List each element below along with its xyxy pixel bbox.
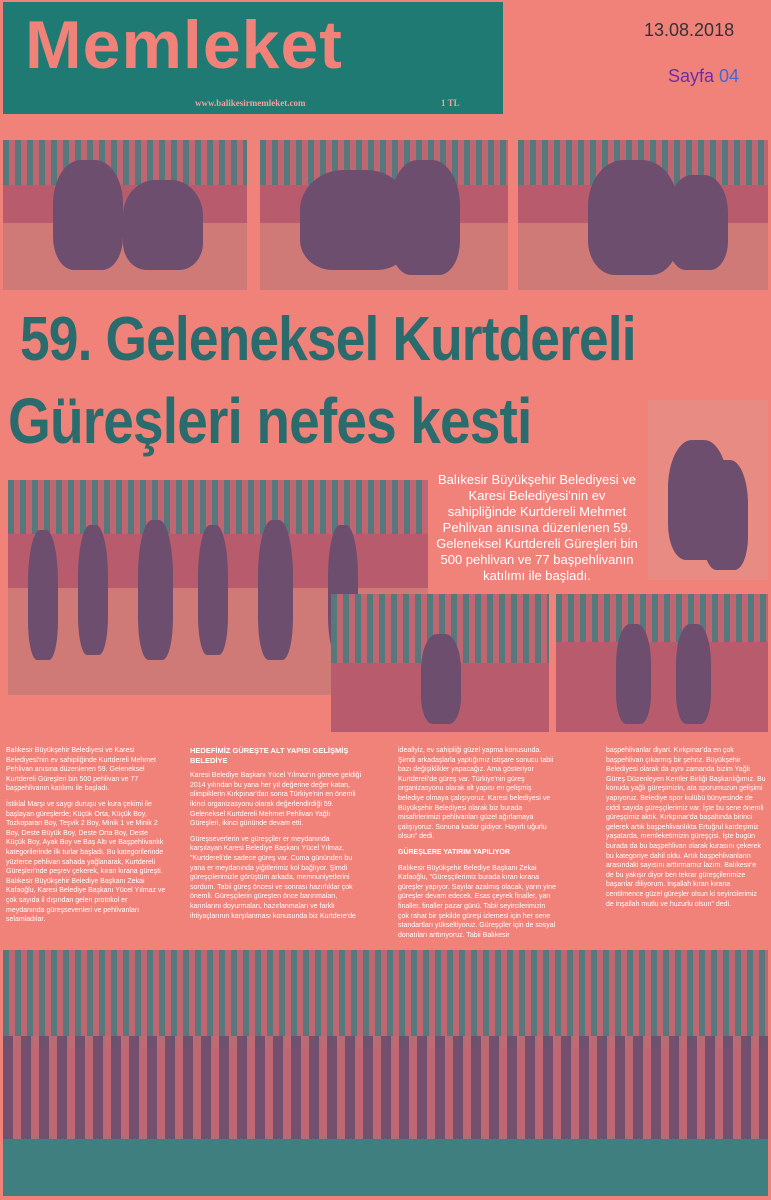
price: 1 TL [441, 98, 460, 108]
article-column-1: Balıkesir Büyükşehir Belediyesi ve Karesi Belediyesi'nin ev sahipliğinde Kurtdereli Mehmet Pehlivan anısına düzenlenen 59. Geleneksel Kurtdereli Güreşleri bin 500 pehlivan ve 77 başpehlivanın katılımı ile başladı. İstiklal Marşı ve saygı duruşu ve kura çekimi ile başlayan güreşlerde; Küçük Orta, Küçük Boy, Tozkoparan Boy, Teşvik 2 Boy, Minik 1 ve Minik 2 Boy, Deste Büyük Boy, Deste Orta Boy, Deste Küçük Boy, Ayak Boy ve Baş Altı ve Başpehlivanlık kategorilerinde ilk turlar başladı. Bu kategorilerinde yüzlerce pehlivan sahada yağlanarak, Kurtdereli Güreşleri'nde peşrev çekerek, kıran kırana güreşti. Balıkesir Büyükşehir Belediye Başkanı Zekai Kafaoğlu, Karesi Belediye Başkanı Yücel Yılmaz ve çok sayıda il dışından gelen protokol er meydanında güreşsevenleri ve pehlivanları selamladılar. [6, 747, 166, 924]
protocol-crowd-photo [331, 594, 549, 732]
page-number-value: 04 [719, 66, 740, 86]
article-column-3: ideallyiz, ev sahipliği güzel yapma konusunda. Şimdi arkadaşlarla yaptığımız istişare sonucu tabii bazı değişiklikler yapacağız. Ama gösteriyor Kurtdereli'de güreş var. Türkiye'nin güreş organizasyonu olarak alt yapısı en gelişmiş belediye olmaya çalışıyoruz. Karesi belediyesi ve Büyükşehir Belediyesi olarak biz burada misafirlerimizi pehlivanları güzel ağırlamaya çalışıyoruz. Sonuna kadar gidiyor. Hayırlı uğurlu olsun" dedi. GÜREŞLERE YATIRIM YAPILIYOR Balıkesir Büyükşehir Belediye Başkanı Zekai Kafaoğlu, "Güreşçilerimiz burada kıran kırana güreşler yapıyor. Sayılar azalmış olacak, yarın yine güreşler devam edecek. Esas çeyrek finaller, yarı finaller, finaller pazar günü. Tabii seyircilerimizin çok rahat bir şekilde güreşi izlemesi için her sene standartları yükseltiyoruz. Güreşçiler için de sosyal donatıları arttırıyoruz. Tabii Balıkesir [398, 746, 558, 946]
article-column-4: başpehlivanlar diyari. Kırkpınar'da en çok başpehlivan çıkarmış bir şehriz. Büyükşehir Belediyesi olarak da aynı zamanda bizim Yağlı Güreş Düzenleyen Kentler Birliği Başkanlığımız. Bu konuda yağlı güreşimizin, ata sporumuzun gelişimi yapıyoruz. Belediye spor kulübü bünyesinde de ciddi sayıda güreşçilerimiz var. İşte bu sene önemli güreşçimiz aktık. Kırkpınar'da başaltında birinci gelerek artık başpehlivanlıkta Ertuğrul kardeşimiz yaşatarda, memleketimizin güreşçisi. İşte bugün burada da bu başpehlivan olarak kurasını çekerek bu kategoriye dahil oldu. Artık başpehlivanların arasındaki sayısını arttırmamız lazım. Balıkesir'e de bu yakışır diyor ben tekrar güreşçilerimize başarılar diliyorum. İnşallah kıran kırana centilmence güzel güreşler olsun ki seyircilerimiz de inşallah mutlu ve huzurlu olsun" dedi. [606, 747, 766, 908]
article-column-2: HEDEFİMİZ GÜREŞTE ALT YAPISI GELİŞMİŞ BELEDİYE Karesi Belediye Başkanı Yücel Yılmaz'ın göreve geldiği 2014 yılından bu yana her yıl değerine değer katan, olimpiklerin Kırkpınar'dan sonra Türkiye'nin en önemli ikinci organizasyonu olarak değerlendirdiği 59. Geleneksel Kurtdereli Mehmet Pehlivan Yağlı Güreşleri, ikinci gününde devam etti. Güreşseverlerin ve güreşçiler er meydanında karşılayan Karesi Belediye Başkanı Yücel Yılmaz, "Kurtdereli'de sadece güreş var. Cuma gününden bu yana er meydanında yiğitlerimiz kol bağlıyor. Şimdi güreşçilerimizle görüştüm arkada, memnuniyetlerini sordum. Tabii güreş öncesi ve sonrası hazırlıklar çok önemli. Güreşçilerin güreşten önce barınmaları, karınlarını doyurmaları, hazırlanmaları ve farklı ihtiyaçlarının karşılanması konusunda biz Kurtdere'de [190, 746, 362, 920]
column-heading: HEDEFİMİZ GÜREŞTE ALT YAPISI GELİŞMİŞ BELEDİYE [190, 746, 349, 765]
wrestling-photo-1 [3, 140, 247, 290]
website-url: www.balikesirmemleket.com [195, 98, 306, 108]
group-photo [3, 950, 768, 1196]
wrestling-photo-3 [518, 140, 768, 290]
intro-text: Balıkesir Büyükşehir Belediyesi ve Karesi Belediyesi'nin ev sahipliğinde Kurtdereli Mehmet Pehlivan anısına düzenlenen 59. Geleneksel Kurtdereli Güreşleri bin 500 pehlivan ve 77 başpehlivanın katılımı ile başladı. [436, 472, 638, 583]
wrestler-lift-photo [648, 400, 768, 580]
column-subheading: GÜREŞLERE YATIRIM YAPILIYOR [398, 848, 510, 856]
masthead [3, 2, 503, 114]
headline-line-2: Güreşleri nefes kesti [8, 385, 532, 457]
page-number [668, 66, 739, 87]
page-label: Sayfa [668, 66, 715, 86]
newspaper-logo: Memleket [25, 7, 343, 83]
officials-photo [556, 594, 768, 732]
issue-date: 13.08.2018 [644, 20, 735, 40]
wrestling-photo-2 [260, 140, 508, 290]
headline-line-1: 59. Geleneksel Kurtdereli [20, 305, 636, 374]
